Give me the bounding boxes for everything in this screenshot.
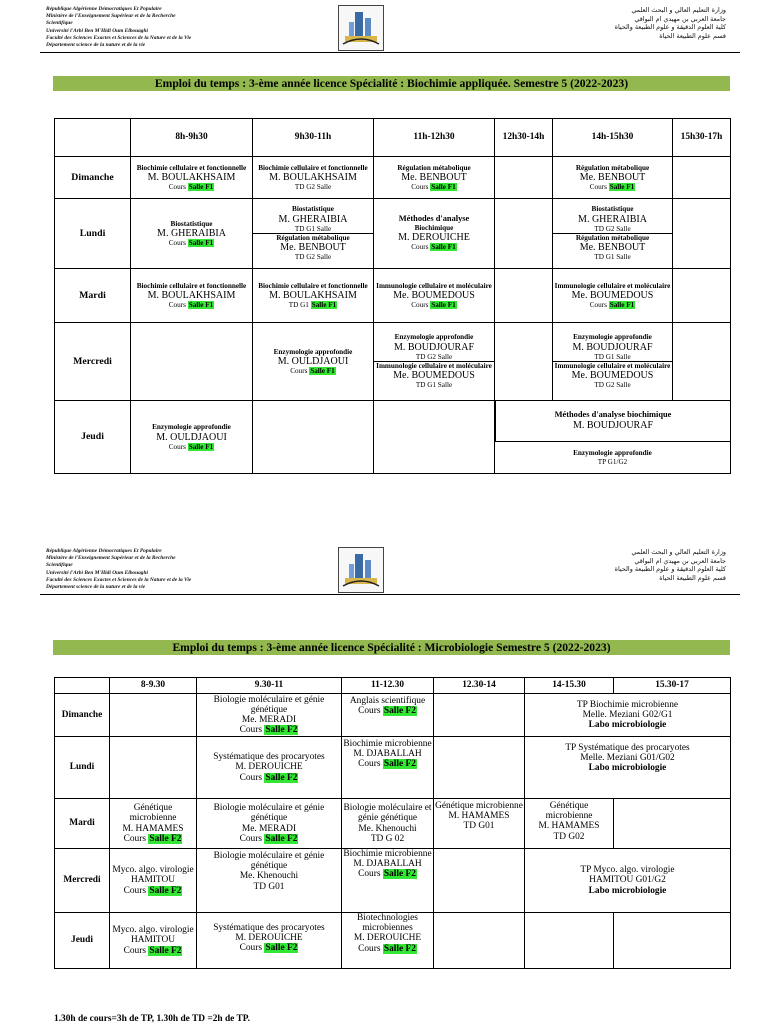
- room-badge: Salle F2: [383, 869, 416, 880]
- session-meta: TD G2 Salle: [594, 381, 631, 390]
- table-row: [55, 401, 731, 474]
- session-cell: [197, 799, 342, 849]
- teacher-name: Me. BENBOUT: [401, 172, 467, 184]
- teacher-name: M. GHERAIBIA: [157, 228, 226, 240]
- room-badge: Salle F1: [188, 239, 214, 248]
- session-cell: [131, 199, 253, 269]
- header-divider: [40, 52, 740, 53]
- course-name: Anglais scientifique: [349, 696, 426, 706]
- session-type: Cours: [411, 183, 429, 192]
- footnote: 1.30h de cours=3h de TP, 1.30h de TD =2h de TP.: [54, 1014, 250, 1024]
- session-meta: TD G1: [288, 301, 309, 310]
- session-type: Cours: [411, 243, 429, 252]
- empty-cell: [131, 323, 253, 401]
- session-type: Cours: [358, 759, 381, 770]
- course-name: Biochimie cellulaire et fonctionnelle: [258, 163, 368, 172]
- header-line: جامعة العربي بن مهيدي ام البواقي: [634, 556, 726, 565]
- teacher-name: M. BOUDJOURAF: [572, 419, 653, 431]
- session-cell: [342, 849, 434, 913]
- room-badge: Salle F1: [311, 301, 337, 310]
- teacher-name: M. BOUDJOURAF: [572, 341, 653, 353]
- teacher-name: Me. MERADI: [241, 823, 297, 834]
- session-type: Cours: [123, 945, 147, 956]
- room-badge: Salle F2: [265, 833, 298, 844]
- session-block: [553, 362, 672, 390]
- header-french-block: [46, 548, 306, 591]
- teacher-name: M. DEROUICHE: [353, 933, 422, 944]
- session-type: Cours: [358, 869, 381, 880]
- teacher-name: M. OULDJAOUI: [277, 356, 349, 368]
- empty-cell: [434, 913, 525, 969]
- session-type: Cours: [589, 301, 607, 310]
- session-meta: TD G01: [463, 821, 495, 832]
- header-line: Université l'Arbi Ben M'Hidi Oum Elbouaghi: [46, 27, 148, 34]
- room-name: Labo microbiologie: [588, 763, 667, 774]
- column-header: 8h-9h30: [131, 119, 253, 157]
- column-header: 14h-15h30: [553, 119, 673, 157]
- teacher-name: M. BOULAKHSAIM: [147, 172, 236, 184]
- course-name: Immunologie cellulaire et moléculaire: [376, 362, 492, 370]
- header-line: République Algérienne Démocratiques Et Populaire: [46, 6, 162, 12]
- header-french-block: [46, 6, 306, 49]
- session-type: Cours: [239, 772, 263, 783]
- day-label: Jeudi: [55, 401, 131, 474]
- session-cell: [342, 694, 434, 737]
- session-cell: [197, 913, 342, 969]
- session-type: Cours: [358, 943, 381, 954]
- empty-cell: [673, 269, 731, 323]
- room-badge: Salle F1: [431, 183, 456, 192]
- session-type: Cours: [123, 885, 147, 896]
- empty-cell: [434, 694, 525, 737]
- empty-cell: [253, 401, 374, 474]
- course-name: Biostatistique: [292, 205, 334, 214]
- split-session-cell: [553, 199, 673, 269]
- course-name: Enzymologie approfondie: [273, 347, 353, 356]
- empty-cell: [110, 694, 197, 737]
- university-logo-icon: [338, 547, 384, 593]
- course-name: Biotechnologies microbiennes: [357, 913, 418, 934]
- course-name: Enzymologie approfondie: [152, 423, 231, 432]
- header-line: Scientifique: [46, 20, 73, 27]
- teacher-name: M. HAMAMES: [448, 811, 510, 822]
- empty-cell: [495, 157, 553, 199]
- empty-cell: [525, 913, 614, 969]
- column-header: 12.30-14: [434, 678, 525, 694]
- timetable-title-microbiologie: Emploi du temps : 3-ème année licence Spécialité : Microbiologie Semestre 5 (2022-2023): [53, 640, 730, 655]
- course-name: Génétique microbienne: [545, 801, 593, 822]
- timetable-title-biochimie: Emploi du temps : 3-ème année licence Spécialité : Biochimie appliquée. Semestre 5 (2022-2023): [53, 76, 730, 91]
- session-meta: TD G02: [553, 831, 585, 842]
- session-cell: [525, 849, 731, 913]
- empty-cell: [673, 323, 731, 401]
- session-cell: [342, 737, 434, 799]
- header-line: Département science de la nature et de la vie: [46, 42, 146, 49]
- session-meta: TD G01: [253, 881, 285, 892]
- empty-cell: [434, 737, 525, 799]
- teacher-name: M. DJABALLAH: [353, 749, 422, 760]
- course-name: TP Biochimie microbienne: [576, 699, 679, 710]
- header-line: Faculté des Sciences Exactes et Sciences de la Nature et de la Vie: [46, 576, 192, 583]
- course-name: Régulation métabolique: [575, 163, 650, 172]
- document-header: [40, 4, 740, 64]
- session-cell: [553, 157, 673, 199]
- session-meta: TD G2 Salle: [294, 183, 332, 192]
- column-header: 15.30-17: [614, 678, 731, 694]
- corner-cell: [55, 119, 131, 157]
- session-cell: [342, 913, 434, 969]
- course-name: Biologie moléculaire et génie génétique: [213, 803, 325, 824]
- course-name: Immunologie cellulaire et moléculaire: [554, 362, 671, 370]
- table-row: [55, 694, 731, 737]
- course-name: Méthodes d'analyse: [398, 214, 470, 224]
- header-line: جامعة العربي بن مهيدي ام البواقي: [634, 14, 726, 23]
- header-line: République Algérienne Démocratiques Et Populaire: [46, 548, 162, 554]
- table-row: [55, 199, 731, 269]
- course-name: Myco. algo. virologie: [112, 865, 194, 876]
- course-name: Biochimie cellulaire et fonctionnelle: [136, 281, 247, 290]
- header-line: كلية العلوم الدقيقة و علوم الطبيعة والحياة: [614, 565, 726, 574]
- university-logo-icon: [338, 5, 384, 51]
- teacher-name: HAMITOU: [130, 875, 176, 886]
- day-label: Lundi: [55, 737, 110, 799]
- day-label: Mardi: [55, 269, 131, 323]
- room-badge: Salle F1: [431, 301, 456, 310]
- table-row: [55, 269, 731, 323]
- header-arabic-block: [546, 6, 726, 40]
- teacher-name: M. HAMAMES: [122, 823, 184, 834]
- table-row: [55, 799, 731, 849]
- session-type: Cours: [411, 301, 429, 310]
- teacher-name: M. GHERAIBIA: [278, 213, 348, 225]
- teacher-name: Me. BENBOUT: [579, 172, 646, 184]
- room-name: Labo microbiologie: [588, 720, 667, 731]
- teacher-name: HAMITOU G01/G2: [589, 875, 666, 886]
- session-type: Cours: [239, 943, 263, 954]
- empty-cell: [110, 737, 197, 799]
- corner-cell: [55, 678, 110, 694]
- table-header-row: [55, 119, 731, 157]
- header-line: Département science de la nature et de la vie: [46, 584, 146, 591]
- room-badge: Salle F2: [265, 943, 298, 954]
- room-badge: Salle F1: [188, 442, 214, 451]
- room-badge: Salle F1: [188, 183, 214, 192]
- session-cell: [525, 694, 731, 737]
- session-cell: [131, 269, 253, 323]
- day-label: Dimanche: [55, 694, 110, 737]
- room-badge: Salle F2: [383, 759, 416, 770]
- session-block: [253, 234, 373, 262]
- teacher-name: Me. Khenouchi: [239, 871, 299, 882]
- session-meta: TD G1 Salle: [594, 253, 631, 262]
- teacher-name: M. BOULAKHSAIM: [269, 172, 357, 184]
- header-line: وزارة التعليم العالي و البحث العلمي: [631, 548, 726, 556]
- split-session-cell: [495, 401, 731, 474]
- session-type: Cours: [168, 239, 186, 248]
- course-name: Enzymologie approfondie: [573, 333, 652, 342]
- session-cell: [525, 737, 731, 799]
- session-cell: [197, 849, 342, 913]
- session-block: [374, 333, 494, 362]
- document-header: [40, 546, 740, 606]
- split-session-cell: [553, 323, 673, 401]
- column-header: 9.30-11: [197, 678, 342, 694]
- session-block: [553, 333, 672, 362]
- header-divider: [40, 594, 740, 595]
- empty-cell: [495, 269, 553, 323]
- header-line: Université l'Arbi Ben M'Hidi Oum Elbouaghi: [46, 569, 148, 576]
- header-arabic-block: [546, 548, 726, 582]
- session-cell: [197, 737, 342, 799]
- day-label: Mercredi: [55, 849, 110, 913]
- course-name: Enzymologie approfondie: [573, 449, 652, 458]
- session-type: Cours: [358, 706, 381, 717]
- session-meta: TD G1 Salle: [294, 224, 332, 233]
- course-name: Génétique microbienne: [435, 801, 523, 811]
- teacher-name: Melle. Meziani G02/G1: [582, 709, 673, 720]
- teacher-name: Me. BOUMEDOUS: [571, 290, 654, 302]
- column-header: 12h30-14h: [495, 119, 553, 157]
- session-type: Cours: [168, 183, 186, 192]
- empty-cell: [434, 849, 525, 913]
- session-meta: TD G1 Salle: [415, 381, 453, 390]
- room-badge: Salle F1: [609, 301, 635, 310]
- empty-cell: [495, 199, 553, 269]
- course-name: Biochimie cellulaire et fonctionnelle: [258, 281, 368, 290]
- table-row: [55, 157, 731, 199]
- table-row: [55, 849, 731, 913]
- session-cell: [253, 269, 374, 323]
- header-line: كلية العلوم الدقيقة و علوم الطبيعة والحياة: [614, 23, 726, 32]
- teacher-name: M. DEROUICHE: [398, 232, 470, 244]
- course-name: Systématique des procaryotes: [213, 923, 325, 933]
- course-name: Biochimie microbienne: [343, 739, 432, 749]
- column-header: 11-12.30: [342, 678, 434, 694]
- header-line: Ministère de l'Enseignement Supérieur et de la Recherche: [46, 13, 176, 20]
- course-name: Régulation métabolique: [575, 234, 650, 242]
- session-cell: [374, 199, 495, 269]
- teacher-name: HAMITOU: [130, 935, 176, 946]
- session-meta: TD G2 Salle: [594, 224, 631, 233]
- course-name: Immunologie cellulaire et moléculaire: [376, 281, 492, 290]
- header-line: وزارة التعليم العالي و البحث العلمي: [631, 6, 726, 14]
- day-label: Lundi: [55, 199, 131, 269]
- session-cell: [110, 799, 197, 849]
- course-name: Biochimie microbienne: [343, 849, 432, 859]
- session-type: Cours: [589, 183, 607, 192]
- column-header: 15h30-17h: [673, 119, 731, 157]
- timetable-microbiologie: [54, 677, 731, 969]
- header-line: Ministère de l'Enseignement Supérieur et de la Recherche: [46, 555, 176, 562]
- teacher-name: M. DJABALLAH: [353, 859, 422, 870]
- empty-cell: [673, 199, 731, 269]
- room-badge: Salle F2: [265, 772, 298, 783]
- header-line: Scientifique: [46, 562, 73, 569]
- room-badge: Salle F2: [383, 943, 416, 954]
- room-name: Labo microbiologie: [588, 885, 667, 896]
- session-cell: [374, 269, 495, 323]
- course-name: Systématique des procaryotes: [213, 752, 325, 763]
- room-badge: Salle F1: [310, 367, 335, 376]
- teacher-name: M. DEROUICHE: [235, 762, 303, 773]
- session-meta: TD G 02: [370, 833, 405, 844]
- header-line: Faculté des Sciences Exactes et Sciences de la Nature et de la Vie: [46, 34, 192, 41]
- session-cell: [553, 269, 673, 323]
- teacher-name: Me. BOUMEDOUS: [393, 290, 475, 302]
- course-name: Biostatistique: [591, 205, 634, 214]
- session-cell: [110, 849, 197, 913]
- teacher-name: Me. BENBOUT: [280, 242, 346, 254]
- day-label: Dimanche: [55, 157, 131, 199]
- course-name: Myco. algo. virologie: [112, 925, 194, 936]
- teacher-name: Me. BENBOUT: [579, 242, 646, 254]
- column-header: 9h30-11h: [253, 119, 374, 157]
- teacher-name: M. OULDJAOUI: [156, 431, 227, 443]
- session-cell: [131, 157, 253, 199]
- empty-cell: [673, 157, 731, 199]
- course-name: Biologie moléculaire et génie génétique: [343, 803, 432, 824]
- session-cell: [253, 323, 374, 401]
- course-name: Biochimique: [414, 223, 454, 232]
- header-line: قسم علوم الطبيعة الحياة: [659, 573, 726, 582]
- split-session-cell: [253, 199, 374, 269]
- course-name: Biostatistique: [170, 219, 213, 228]
- course-name: Biologie moléculaire et génie génétique: [213, 694, 325, 715]
- session-type: Cours: [239, 833, 263, 844]
- room-badge: Salle F2: [149, 885, 182, 896]
- session-type: Cours: [168, 442, 186, 451]
- room-badge: Salle F1: [609, 183, 635, 192]
- day-label: Mercredi: [55, 323, 131, 401]
- session-block: [253, 205, 373, 234]
- session-block: [553, 205, 672, 234]
- teacher-name: Me. MERADI: [241, 715, 297, 725]
- course-name: Biochimie cellulaire et fonctionnelle: [136, 163, 247, 172]
- course-name: Biologie moléculaire et génie génétique: [213, 851, 325, 872]
- session-type: Cours: [239, 725, 263, 736]
- table-header-row: [55, 678, 731, 694]
- session-block: [374, 362, 494, 390]
- empty-cell: [495, 323, 553, 401]
- room-badge: Salle F2: [149, 945, 182, 956]
- session-type: Cours: [123, 833, 147, 844]
- session-cell: [342, 799, 434, 849]
- course-name: Enzymologie approfondie: [394, 333, 474, 342]
- column-header: 8-9.30: [110, 678, 197, 694]
- table-row: [55, 323, 731, 401]
- course-name: Régulation métabolique: [276, 234, 350, 242]
- empty-cell: [614, 799, 731, 849]
- room-badge: Salle F2: [149, 833, 182, 844]
- session-cell: [197, 694, 342, 737]
- session-cell: [131, 401, 253, 474]
- session-block: [495, 401, 730, 442]
- session-type: Cours: [168, 301, 186, 310]
- course-name: Immunologie cellulaire et moléculaire: [554, 281, 671, 290]
- table-row: [55, 913, 731, 969]
- session-meta: TD G2 Salle: [415, 352, 453, 361]
- empty-cell: [374, 401, 495, 474]
- teacher-name: M. DEROUICHE: [235, 933, 303, 944]
- room-badge: Salle F2: [265, 725, 298, 736]
- teacher-name: Melle. Meziani G01/G02: [580, 753, 675, 764]
- teacher-name: M. GHERAIBIA: [578, 213, 647, 225]
- course-name: Génétique microbienne: [129, 803, 177, 824]
- session-cell: [253, 157, 374, 199]
- session-cell: [374, 157, 495, 199]
- table-row: [55, 737, 731, 799]
- course-name: TP Myco. algo. virologie: [580, 865, 675, 876]
- course-name: Régulation métabolique: [397, 163, 471, 172]
- session-meta: TD G1 Salle: [594, 352, 631, 361]
- empty-cell: [614, 913, 731, 969]
- session-block: [553, 234, 672, 262]
- session-cell: [525, 799, 614, 849]
- split-session-cell: [374, 323, 495, 401]
- session-type: Cours: [290, 367, 308, 376]
- teacher-name: Me. Khenouchi: [358, 823, 417, 834]
- column-header: 11h-12h30: [374, 119, 495, 157]
- teacher-name: M. HAMAMES: [538, 821, 600, 832]
- room-badge: Salle F1: [431, 243, 456, 252]
- column-header: 14-15.30: [525, 678, 614, 694]
- teacher-name: M. BOUDJOURAF: [393, 341, 474, 353]
- session-block: [495, 442, 730, 473]
- room-badge: Salle F1: [188, 301, 214, 310]
- day-label: Mardi: [55, 799, 110, 849]
- session-meta: TP G1/G2: [597, 457, 628, 466]
- teacher-name: Me. BOUMEDOUS: [393, 370, 475, 382]
- teacher-name: M. BOULAKHSAIM: [269, 290, 357, 302]
- course-name: TP Systématique des procaryotes: [565, 743, 690, 753]
- session-meta: TD G2 Salle: [294, 253, 332, 262]
- day-label: Jeudi: [55, 913, 110, 969]
- course-name: Méthodes d'analyse biochimique: [554, 410, 672, 420]
- session-cell: [434, 799, 525, 849]
- session-cell: [110, 913, 197, 969]
- timetable-biochimie: [54, 118, 731, 474]
- teacher-name: M. BOULAKHSAIM: [147, 290, 236, 302]
- teacher-name: Me. BOUMEDOUS: [571, 370, 654, 382]
- room-badge: Salle F2: [383, 706, 416, 717]
- header-line: قسم علوم الطبيعة الحياة: [659, 31, 726, 40]
